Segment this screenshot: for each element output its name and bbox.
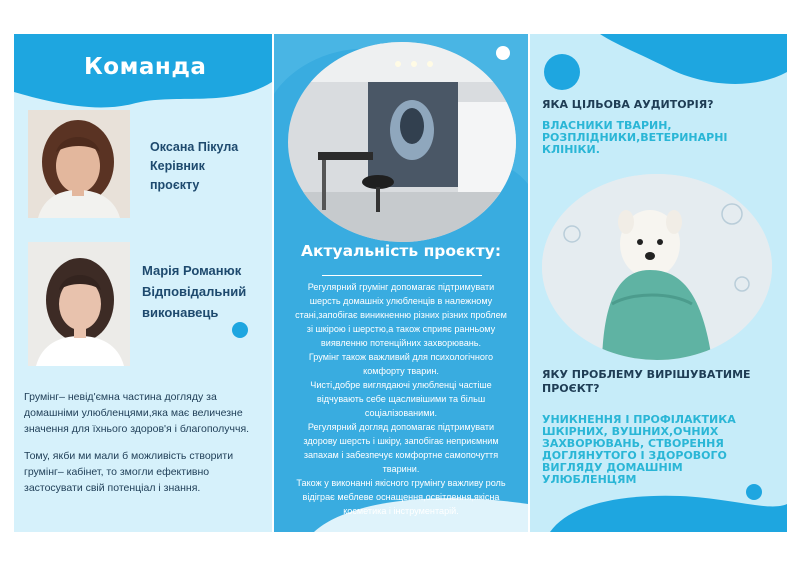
answer-line: ВИГЛЯДУ ДОМАШНІМ — [542, 461, 683, 474]
member-name-2: Марія Романюк — [142, 263, 242, 278]
title-divider — [322, 275, 482, 276]
question-line: ПРОЄКТ? — [542, 382, 600, 395]
audience-question: ЯКА ЦІЛЬОВА АУДИТОРІЯ? — [542, 98, 714, 111]
problem-question — [542, 368, 751, 396]
intro-line: Грумінг– невід'ємна частина догляду за — [24, 391, 217, 403]
intro-paragraph-2 — [24, 448, 268, 496]
member-role-1-line1: Керівник — [150, 159, 205, 173]
relevance-line: виявленню потенційних захворювань. — [320, 338, 482, 348]
intro-line: значення для їхнього здоров'я і благополуччя. — [24, 423, 250, 435]
intro-line: домашніми улюбленцями,яка має величезне — [24, 407, 243, 419]
member-info-2 — [142, 260, 246, 323]
answer-line: ЗАХВОРЮВАНЬ, СТВОРЕННЯ — [542, 437, 724, 450]
problem-answer — [542, 414, 736, 486]
relevance-line: Також у виконанні якісного грумінгу важливу роль — [296, 478, 506, 488]
relevance-line: Регулярний грумінг допомагає підтримувати — [307, 282, 495, 292]
relevance-line: косметика і інструментарій. — [343, 506, 459, 516]
relevance-line: тварини. — [382, 464, 420, 474]
decor-dot — [496, 46, 510, 60]
member-role-2-line2: виконавець — [142, 305, 219, 320]
relevance-line: стані,запобігає виникненню різних різних проблем — [295, 310, 507, 320]
member-photo-1 — [28, 110, 130, 218]
audience-answer — [542, 120, 728, 156]
answer-line: КЛІНІКИ. — [542, 143, 600, 156]
grooming-room-photo — [288, 42, 516, 242]
relevance-panel — [274, 34, 528, 532]
relevance-line: Грумінг також важливий для психологічного — [308, 352, 494, 362]
relevance-line: відчувають себе щасливішими та більш — [316, 394, 486, 404]
relevance-line: здорову шерсть і шкіру, запобігає неприємним — [303, 436, 499, 446]
question-line: ЯКУ ПРОБЛЕМУ ВИРІШУВАТИМЕ — [542, 368, 751, 381]
answer-line: ДОГЛЯНУТОГО І ЗДОРОВОГО — [542, 449, 727, 462]
team-title: Команда — [84, 54, 207, 80]
dog-photo — [542, 174, 772, 360]
answer-line: УНИКНЕННЯ І ПРОФІЛАКТИКА — [542, 413, 736, 426]
decor-dot — [544, 54, 580, 90]
relevance-line: Чисті,добре виглядаючі улюбленці частіше — [310, 380, 492, 390]
intro-line: застосувати свій потенціал і знання. — [24, 482, 201, 494]
answer-line: ВЛАСНИКИ ТВАРИН, — [542, 119, 672, 132]
relevance-line: відіграє меблеве оснащення,освітлення,якісна — [302, 492, 500, 502]
team-panel — [14, 34, 272, 532]
relevance-line: комфорту тварин. — [363, 366, 439, 376]
audience-panel — [530, 34, 787, 532]
answer-line: УЛЮБЛЕНЦЯМ — [542, 473, 637, 486]
relevance-line: запахам і забезпечує комфортне самопочуття — [303, 450, 499, 460]
intro-paragraph-1 — [24, 389, 268, 437]
member-name-1: Оксана Пікула — [150, 140, 239, 154]
intro-line: грумінг– кабінет, то змогли ефективно — [24, 466, 210, 478]
answer-line: ШКІРНИХ, ВУШНИХ,ОЧНИХ — [542, 425, 719, 438]
relevance-text — [284, 280, 518, 518]
decor-dot — [746, 484, 762, 500]
relevance-line: соціалізованими. — [364, 408, 438, 418]
relevance-line: Регулярний догляд допомагає підтримувати — [307, 422, 495, 432]
relevance-line: шерсть домашніх улюбленців в належному — [309, 296, 493, 306]
relevance-line: зі шкірою і шерстю,а також сприяє ранньому — [306, 324, 496, 334]
intro-line: Тому, якби ми мали б можливість створити — [24, 450, 234, 462]
member-info-1 — [150, 138, 238, 195]
decor-dot — [232, 322, 248, 338]
member-role-1-line2: проєкту — [150, 178, 200, 192]
member-role-2-line1: Відповідальний — [142, 284, 247, 299]
member-photo-2 — [28, 242, 130, 366]
relevance-title: Актуальність проєкту: — [300, 242, 502, 260]
answer-line: РОЗПЛІДНИКИ,ВЕТЕРИНАРНІ — [542, 131, 728, 144]
